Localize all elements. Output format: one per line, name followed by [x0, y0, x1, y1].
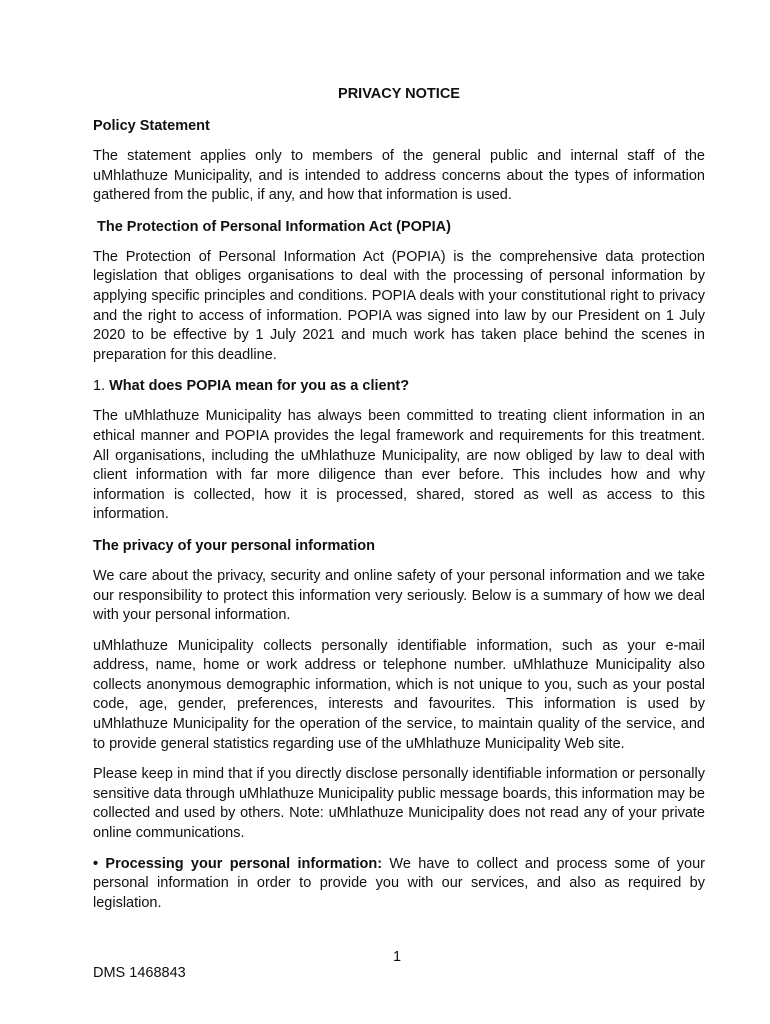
document-reference: DMS 1468843 — [93, 965, 186, 981]
section-number: 1. — [93, 378, 110, 395]
section-heading-text: What does POPIA mean for you as a client? — [109, 378, 410, 395]
page-number: 1 — [393, 949, 402, 965]
popia-client-heading — [93, 376, 705, 396]
popia-heading: The Protection of Personal Information Act (POPIA) — [97, 218, 451, 235]
popia-text: The Protection of Personal Information Act (POPIA) is the comprehensive data protection legislation that obliges organisations to deal with the processing of personal information by applying specific principles and conditions. POPIA deals with your constitutional right to privacy and the right to access of information. POPIA was signed into law by our President on 1 July 2020 to be effective by 1 July 2021 and much work has taken place behind the scenes in preparation for this deadline. — [93, 248, 705, 363]
privacy-text-3: Please keep in mind that if you directly disclose personally identifiable information or personally sensitive data through uMhlathuze Municipality public message boards, this information may be collected and used by others. Note: uMhlathuze Municipality does not read any of your private online communications. — [93, 766, 705, 842]
privacy-text-2: uMhlathuze Municipality collects personally identifiable information, such as your e-mail address, name, home or work address or telephone number. uMhlathuze Municipality also collects anonymous demographic information, which is not unique to you, such as your postal code, age, gender, preferences, interests and favourites. This information is used by uMhlathuze Municipality for the operation of the service, to maintain quality of the service, and to provide general statistics regarding use of the uMhlathuze Municipality Web site. — [93, 637, 705, 752]
document-page — [93, 84, 705, 924]
privacy-text-1: We care about the privacy, security and online safety of your personal information and we take our responsibility to protect this information very seriously. Below is a summary of how we deal with your personal information. — [93, 567, 705, 624]
policy-statement-text: The statement applies only to members of the general public and internal staff of the uMhlathuze Municipality, and is intended to address concerns about the types of information gathered from the public, if any, and how that information is used. — [93, 148, 705, 204]
page-title: PRIVACY NOTICE — [338, 86, 460, 102]
policy-statement-heading: Policy Statement — [93, 118, 210, 134]
popia-client-text: The uMhlathuze Municipality has always been committed to treating client information in an ethical manner and POPIA provides the legal framework and requirements for this treatment. All organisations, including the uMhlathuze Municipality, are now obliged by law to deal with client information with far more diligence than ever before. This includes how and why information is collected, how it is processed, shared, stored as well as access to this information. — [93, 408, 705, 523]
processing-text: We have to collect and process some of your personal information in order to provide you with our services, and also as required by legislation. — [93, 855, 705, 911]
privacy-heading: The privacy of your personal information — [93, 537, 375, 554]
bullet: • — [93, 855, 106, 872]
processing-label: Processing your personal information: — [105, 855, 383, 872]
processing-paragraph — [93, 855, 705, 914]
